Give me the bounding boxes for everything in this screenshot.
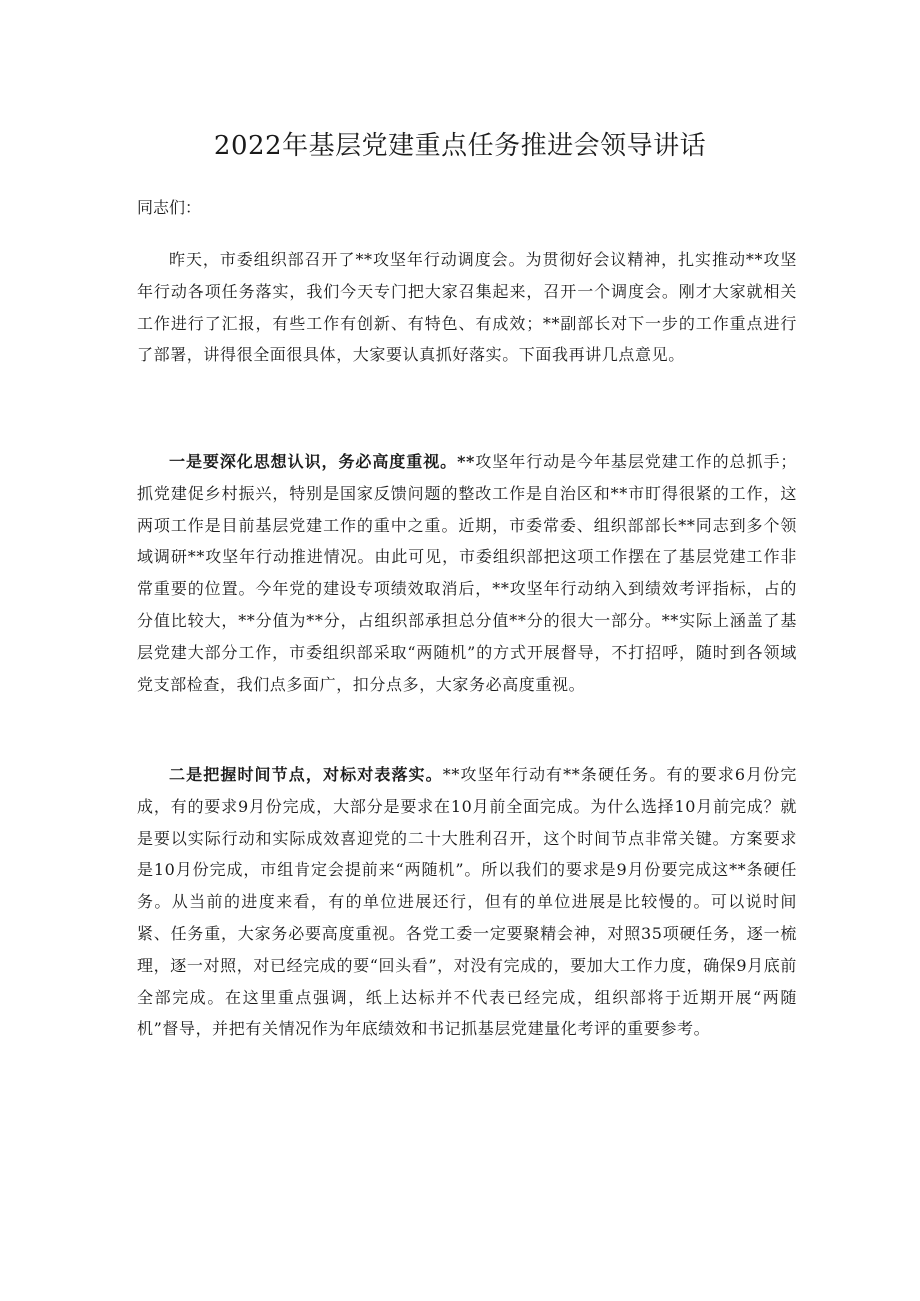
paragraph-text: 昨天，市委组织部召开了**攻坚年行动调度会。为贯彻好会议精神，扎实推动**攻坚年行动各项任务落实，我们今天专门把大家召集起来，召开一个调度会。刚才大家就相关工作进行了汇报，有些工作有创新、有特色、有成效；**副部长对下一步的工作重点进行了部署，讲得很全面很具体，大家要认真抓好落实。下面我再讲几点意见。	[137, 250, 797, 365]
paragraph-text: 攻坚年行动是今年基层党建工作的总抓手；抓党建促乡村振兴，特别是国家反馈问题的整改工作是自治区和**市盯得很紧的工作，这两项工作是目前基层党建工作的重中之重。近期，市委常委、组织部部长**同志到多个领域调研**攻坚年行动推进情况。由此可见，市委组织部把这项工作摆在了基层党建工作非常重要的位置。今年党的建设专项绩效取消后，**攻坚年行动纳入到绩效考评指标，占的分值比较大，**分值为**分，占组织部承担总分值**分的很大一部分。**实际上涵盖了基层党建大部分工作，市委组织部采取“两随机”的方式开展督导，不打招呼，随时到各领域党支部检查，我们点多面广，扣分点多，大家务必高度重视。	[137, 452, 797, 694]
salutation: 同志们：	[137, 198, 202, 217]
paragraph-text: **攻坚年行动有**条硬任务。有的要求6月份完成，有的要求9月份完成，大部分是要求在10月前全面完成。为什么选择10月前完成？就是要以实际行动和实际成效喜迎党的二十大胜利召开，这个时间节点非常关键。方案要求是10月份完成，市组肯定会提前来“两随机”。所以我们的要求是9月份要完成这**条硬任务。从当前的进度来看，有的单位进展还行，但有的单位进展是比较慢的。可以说时间紧、任务重，大家务必要高度重视。各党工委一定要聚精会神，对照35项硬任务，逐一梳理，逐一对照，对已经完成的要“回头看”，对没有完成的，要加大工作力度，确保9月底前全部完成。在这里重点强调，纸上达标并不代表已经完成，组织部将于近期开展“两随机”督导，并把有关情况作为年底绩效和书记抓基层党建量化考评的重要参考。	[137, 765, 797, 1039]
paragraph-point-one	[137, 446, 797, 700]
paragraph-point-two	[137, 759, 797, 1045]
paragraph-lead: 二是把握时间节点，对标对表落实。	[169, 765, 443, 784]
paragraph-lead: 一是要深化思想认识，务必高度重视。**	[169, 452, 476, 471]
document-title: 2022年基层党建重点任务推进会领导讲话	[213, 131, 707, 161]
paragraph-opening	[137, 244, 797, 371]
